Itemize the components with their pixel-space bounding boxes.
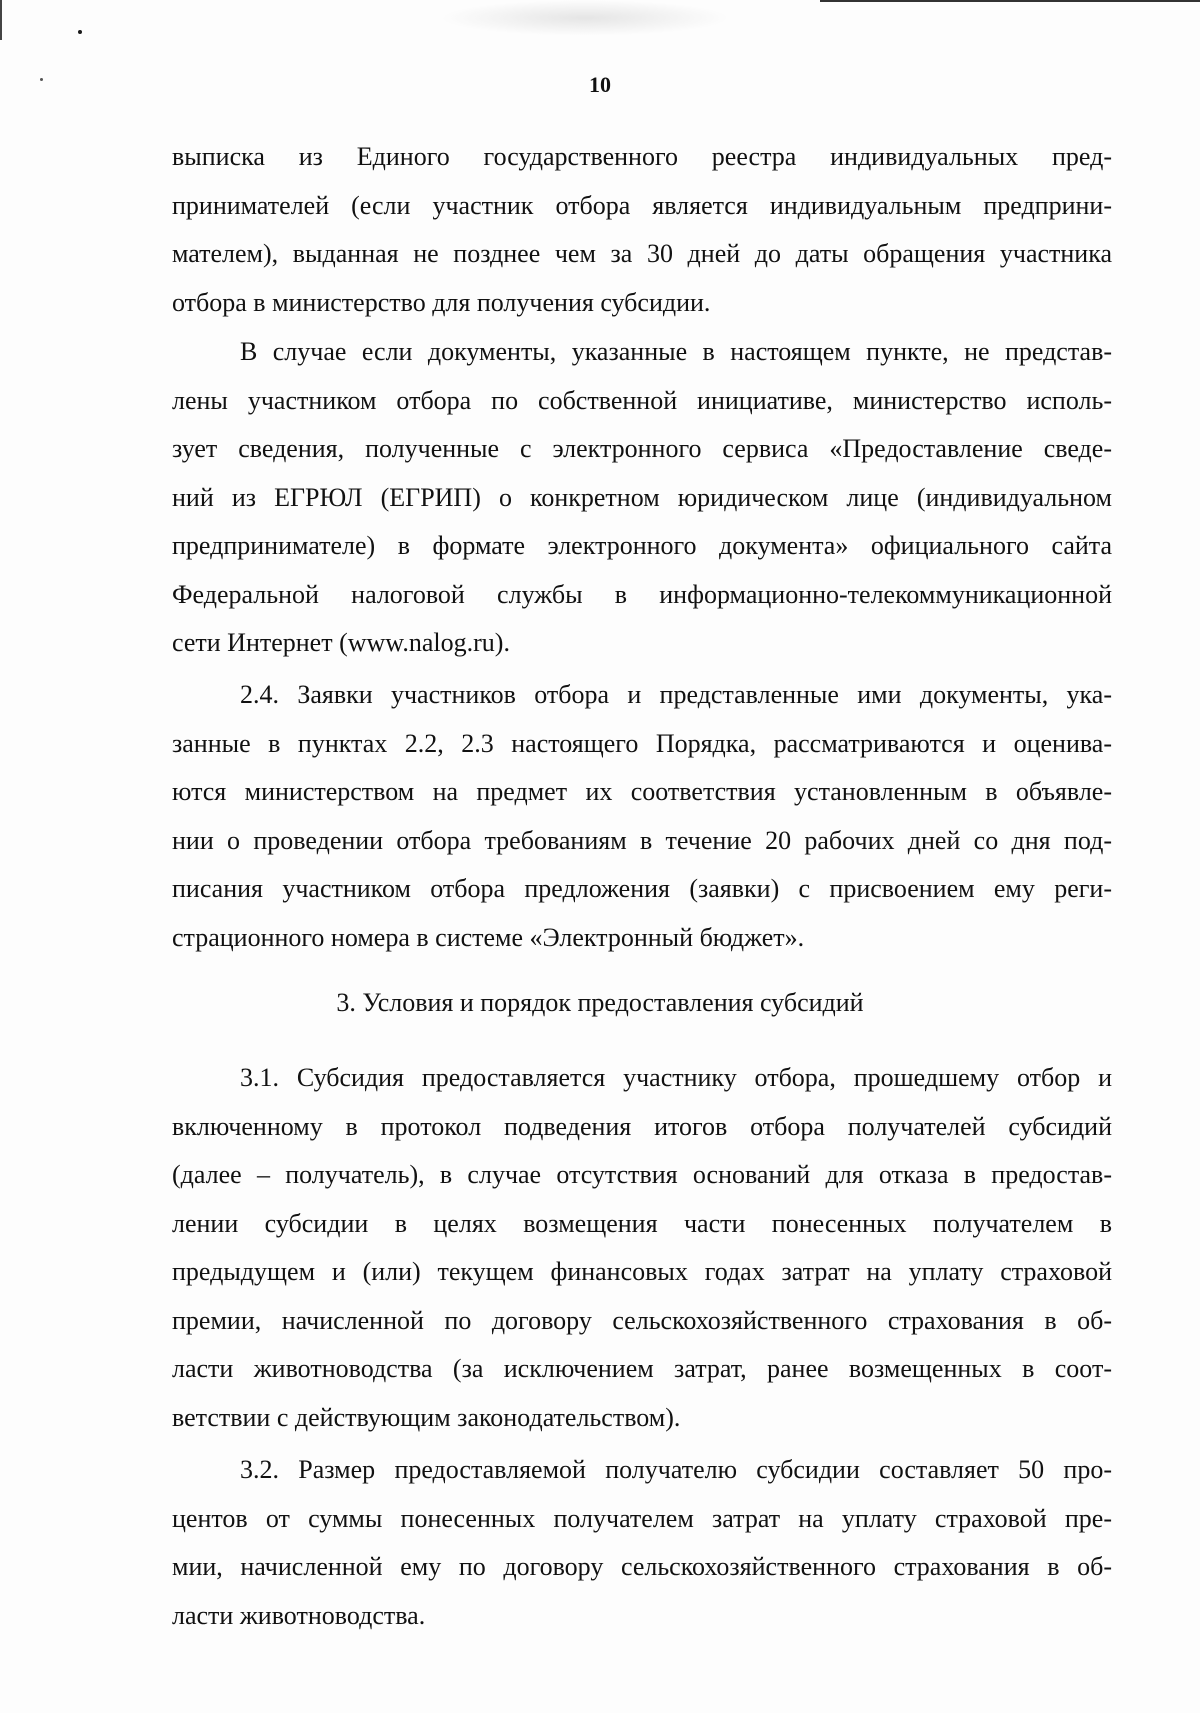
paragraph bbox=[172, 1054, 1112, 1442]
scan-dot bbox=[78, 30, 82, 34]
text-line: 3.2. Размер предоставляемой получателю субсидии составляет 50 про- bbox=[240, 1455, 1112, 1484]
text-line: нии о проведении отбора требованиям в течение 20 рабочих дней со дня под- bbox=[172, 825, 1112, 855]
text-line: ласти животноводства (за исключением затрат, ранее возмещенных в соот- bbox=[172, 1354, 1112, 1383]
text-line: писания участником отбора предложения (заявки) с присвоением ему реги- bbox=[172, 874, 1112, 903]
text-line: лении субсидии в целях возмещения части понесенных получателем в bbox=[172, 1208, 1112, 1238]
text-line: страционного номера в системе «Электронный бюджет». bbox=[172, 922, 805, 952]
text-line: отбора в министерство для получения субсидии. bbox=[172, 287, 711, 317]
paragraph bbox=[172, 1446, 1112, 1640]
text-line: В случае если документы, указанные в настоящем пункте, не представ- bbox=[240, 337, 1112, 366]
text-line: мателем), выданная не позднее чем за 30 дней до даты обращения участника bbox=[172, 239, 1112, 268]
text-line: (далее – получатель), в случае отсутствия оснований для отказа в предостав- bbox=[172, 1160, 1112, 1189]
scan-left-edge bbox=[0, 0, 2, 40]
text-line: мии, начисленной ему по договору сельскохозяйственного страхования в об- bbox=[172, 1552, 1112, 1581]
section-heading: 3. Условия и порядок предоставления субсидий bbox=[336, 988, 864, 1017]
paragraph bbox=[172, 133, 1112, 327]
text-line: предыдущем и (или) текущем финансовых годах затрат на уплату страховой bbox=[172, 1257, 1112, 1286]
scan-edge-line bbox=[820, 0, 1200, 2]
text-line: центов от суммы понесенных получателем затрат на уплату страховой пре- bbox=[172, 1503, 1112, 1533]
text-line: ласти животноводства. bbox=[172, 1600, 426, 1630]
paragraph bbox=[172, 671, 1112, 962]
text-line: сети Интернет (www.nalog.ru). bbox=[172, 628, 510, 657]
scan-smudge bbox=[440, 0, 730, 36]
text-line: выписка из Единого государственного реестра индивидуальных пред- bbox=[172, 142, 1112, 171]
text-line: 3.1. Субсидия предоставляется участнику отбора, прошедшему отбор и bbox=[240, 1063, 1112, 1092]
text-line: премии, начисленной по договору сельскохозяйственного страхования в об- bbox=[172, 1305, 1112, 1335]
text-line: зует сведения, полученные с электронного сервиса «Предоставление сведе- bbox=[172, 434, 1112, 463]
text-line: 2.4. Заявки участников отбора и представленные ими документы, ука- bbox=[240, 680, 1112, 709]
text-line: Федеральной налоговой службы в информационно-телекоммуникационной bbox=[172, 579, 1112, 609]
page-number: 10 bbox=[589, 72, 611, 97]
text-line: ний из ЕГРЮЛ (ЕГРИП) о конкретном юридическом лице (индивидуальном bbox=[172, 482, 1112, 512]
text-line: лены участником отбора по собственной инициативе, министерство исполь- bbox=[172, 385, 1112, 415]
text-line: ются министерством на предмет их соответствия установленным в объявле- bbox=[172, 777, 1112, 806]
text-line: принимателей (если участник отбора является индивидуальным предприни- bbox=[172, 190, 1112, 220]
paragraph bbox=[172, 328, 1112, 668]
text-line: занные в пунктах 2.2, 2.3 настоящего Порядка, рассматриваются и оценива- bbox=[172, 728, 1112, 758]
text-line: предпринимателе) в формате электронного документа» официального сайта bbox=[172, 531, 1112, 560]
text-line: ветствии с действующим законодательством). bbox=[172, 1402, 681, 1432]
text-line: включенному в протокол подведения итогов отбора получателей субсидий bbox=[172, 1111, 1112, 1141]
